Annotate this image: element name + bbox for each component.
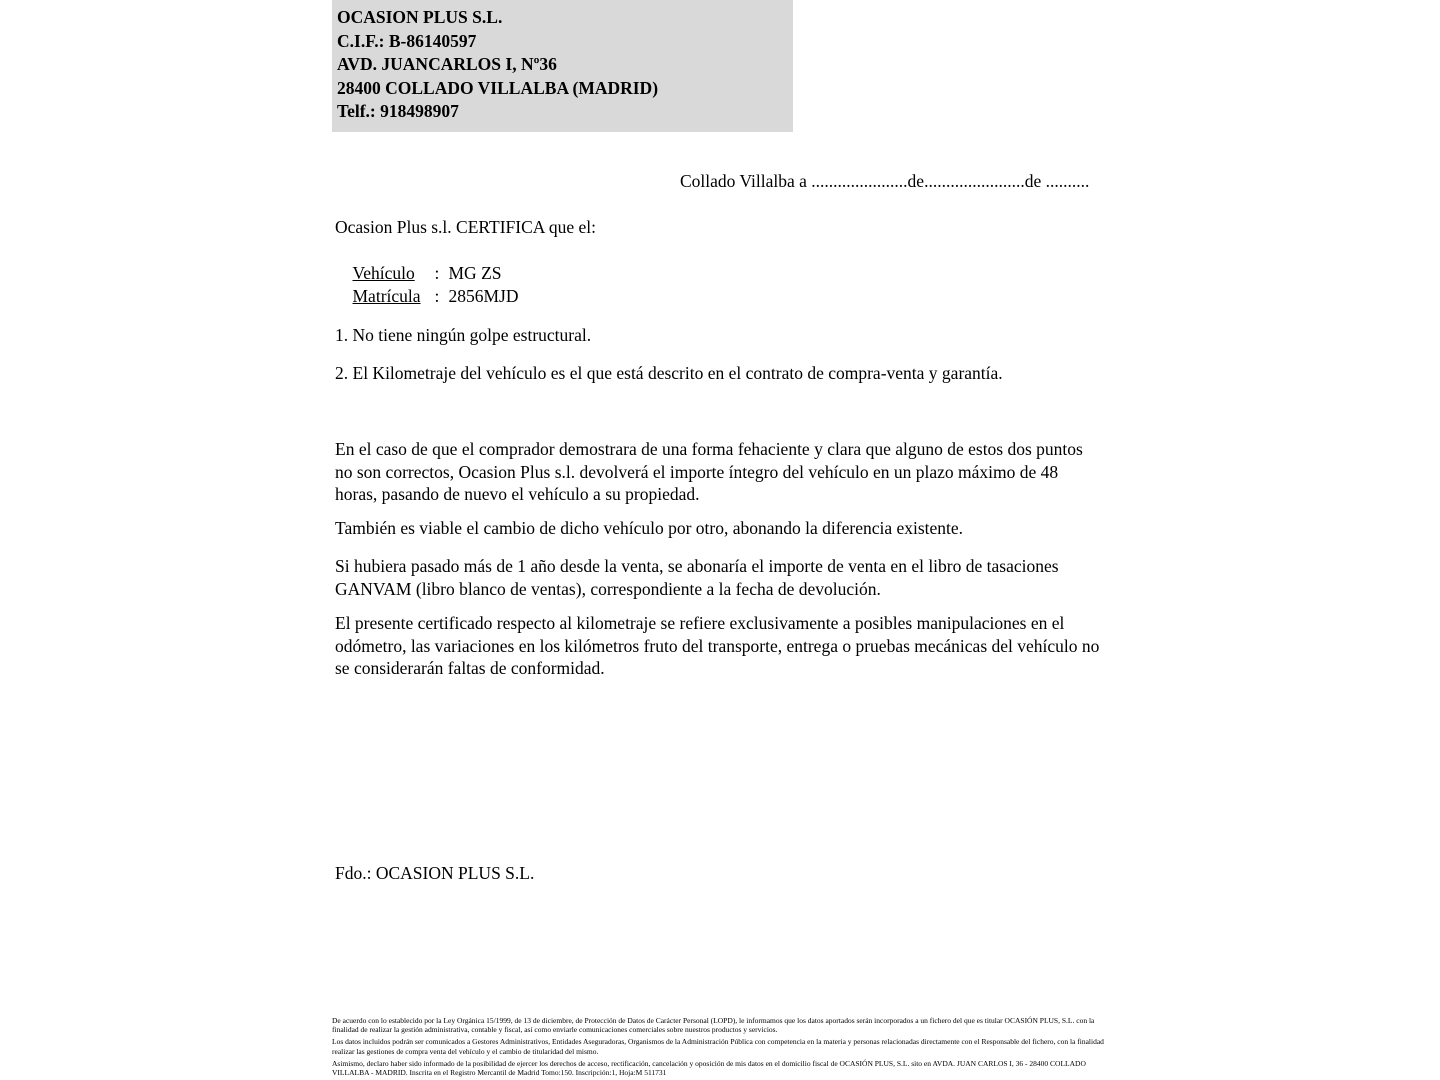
legal-paragraph-3: Asimismo, declaro haber sido informado de la posibilidad de ejercer los derechos de acceso, rectificación, cancelación y oposición de mis datos en el domicilio fiscal de OCASIÓN PLUS, S.L. sito en AVDA. JUAN CARLOS I, 36 - 28400 COLLADO VILLALBA - MADRID. Inscrita en el Registro Mercantil de Madrid Tomo:150. Inscripción:1, Hoja:M 511731 (332, 1058, 1086, 1078)
company-address: AVD. JUANCARLOS I, Nº36 (337, 54, 557, 74)
legal-paragraph-1: De acuerdo con lo establecido por la Ley Orgánica 15/1999, de 13 de diciembre, de Protección de Datos de Carácter Personal (LOPD), le informamos que los datos aportados serán incorporados a un fichero del que es titular OCASIÓN PLUS, S.L. con la finalidad de realizar la gestión administrativa, contable y fiscal, así como enviarle comunicaciones comerciales sobre nuestros productos y servicios. (332, 1016, 1095, 1035)
signature-line: Fdo.: OCASION PLUS S.L. (335, 863, 535, 883)
field-matricula-label: Matrícula (352, 286, 421, 306)
field-vehiculo-value: MG ZS (448, 263, 502, 283)
date-line: Collado Villalba a ......................de.......................de .......... (680, 171, 1090, 191)
company-city: 28400 COLLADO VILLALBA (MADRID) (337, 77, 659, 98)
field-matricula-separator: : (434, 286, 440, 306)
field-vehiculo-label: Vehículo (352, 263, 415, 283)
company-name: OCASION PLUS S.L. (337, 7, 503, 27)
legal-footer (332, 1016, 1107, 1080)
field-vehiculo-separator: : (434, 263, 440, 283)
certifica-intro: Ocasion Plus s.l. CERTIFICA que el: (335, 217, 596, 237)
clause-odometer: El presente certificado respecto al kilometraje se refiere exclusivamente a posibles manipulaciones en el odómetro, las variaciones en los kilómetros fruto del transporte, entrega o pruebas mecánicas del vehículo no se considerarán faltas de conformidad. (335, 613, 1100, 678)
clause-refund: En el caso de que el comprador demostrara de una forma fehaciente y clara que alguno de estos dos puntos no son correctos, Ocasion Plus s.l. devolverá el importe íntegro del vehículo en un plazo máximo de 48 horas, pasando de nuevo el vehículo a su propiedad. (335, 439, 1083, 504)
company-header-block (332, 0, 793, 132)
legal-paragraph-2: Los datos incluidos podrán ser comunicados a Gestores Administrativos, Entidades Aseguradoras, Organismos de la Administración Pública con competencia en la materia y personas relacionadas directamente con el Responsable del fichero, con la finalidad realizar las gestiones de compra venta del vehículo y el cambio de titularidad del mismo. (332, 1037, 1104, 1056)
field-matricula (335, 262, 519, 331)
certified-point-1: 1. No tiene ningún golpe estructural. (335, 325, 592, 345)
clause-exchange: También es viable el cambio de dicho vehículo por otro, abonando la diferencia existente. (335, 518, 964, 538)
certified-point-2: 2. El Kilometraje del vehículo es el que está descrito en el contrato de compra-venta y garantía. (335, 363, 1003, 383)
company-cif: C.I.F.: B-86140597 (337, 30, 477, 51)
field-matricula-value: 2856MJD (448, 286, 519, 306)
clause-ganvam: Si hubiera pasado más de 1 año desde la venta, se abonaría el importe de venta en el libro de tasaciones GANVAM (libro blanco de ventas), correspondiente a la fecha de devolución. (335, 556, 1059, 599)
company-phone: Telf.: 918498907 (337, 101, 459, 121)
